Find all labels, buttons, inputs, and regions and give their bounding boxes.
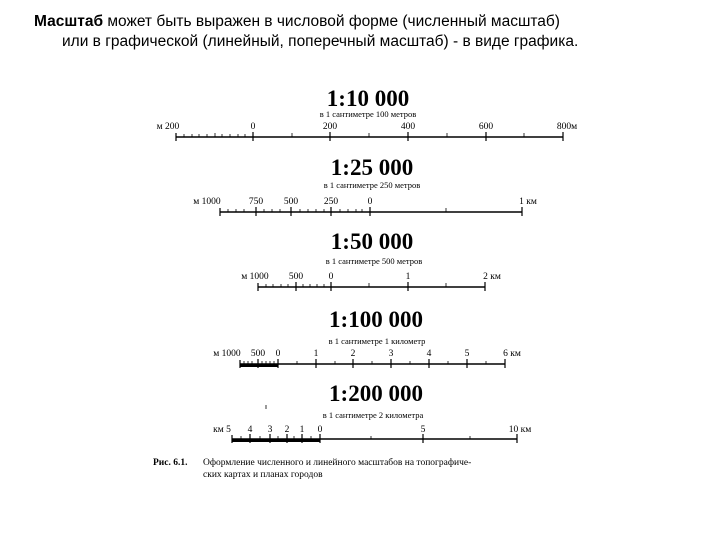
scale-5-label-7: 10 км xyxy=(508,425,532,435)
scale-5-label-1: 4 xyxy=(247,425,253,435)
scale-4-label-2: 0 xyxy=(275,349,281,359)
scale-unit-1: в 1 сантиметре 100 метров xyxy=(319,109,417,119)
scale-ratio-4: 1:100 000 xyxy=(329,307,423,332)
scale-1-label-5: 800м xyxy=(556,122,578,132)
scale-unit-2: в 1 сантиметре 250 метров xyxy=(323,180,421,190)
caption-line1: Оформление численного и линейного масштабов на топографиче- xyxy=(203,458,472,468)
scale-ratio-1: 1:10 000 xyxy=(326,86,410,111)
scale-2-label-4: 0 xyxy=(367,197,373,207)
scale-4-label-4: 2 xyxy=(350,349,356,359)
scale-3-label-2: 0 xyxy=(328,272,334,282)
scale-4-label-0: м 1000 xyxy=(213,349,241,359)
scale-5-label-4: 1 xyxy=(299,425,305,435)
scale-1-200000 xyxy=(213,381,531,443)
scale-1-100000 xyxy=(213,307,521,368)
scale-5-label-0: км 5 xyxy=(213,425,231,435)
scale-2-bar xyxy=(220,207,522,216)
heading-line2: или в графической (линейный, поперечный масштаб) - в виде графика. xyxy=(62,33,579,50)
scale-ratio-3: 1:50 000 xyxy=(330,229,414,254)
scale-unit-5: в 1 сантиметре 2 километра xyxy=(322,410,424,420)
scale-1-50000 xyxy=(241,229,501,291)
scale-2-label-0: м 1000 xyxy=(193,197,221,207)
scale-3-label-4: 2 км xyxy=(483,272,501,282)
scale-1-label-3: 400 xyxy=(400,122,416,132)
heading-bold-word: Масштаб xyxy=(34,13,104,30)
scale-4-label-6: 4 xyxy=(426,349,432,359)
scale-ratio-5: 1:200 000 xyxy=(329,381,423,406)
scale-5-label-3: 2 xyxy=(284,425,290,435)
scale-3-label-3: 1 xyxy=(405,272,411,282)
scale-4-label-5: 3 xyxy=(388,349,394,359)
scale-4-label-3: 1 xyxy=(313,349,319,359)
scale-4-label-1: 500 xyxy=(250,349,266,359)
scale-unit-4: в 1 сантиметре 1 километр xyxy=(328,336,426,346)
scale-3-label-0: м 1000 xyxy=(241,272,269,282)
scale-1-label-2: 200 xyxy=(322,122,338,132)
caption-prefix: Рис. 6.1. xyxy=(153,458,188,468)
scale-3-bar xyxy=(258,282,485,291)
scale-unit-3: в 1 сантиметре 500 метров xyxy=(325,256,423,266)
caption-line2: ских картах и планах городов xyxy=(203,470,323,480)
scale-2-label-2: 500 xyxy=(283,197,299,207)
scale-2-label-5: 1 км xyxy=(519,197,537,207)
scale-1-label-1: 0 xyxy=(250,122,256,132)
scale-1-label-0: м 200 xyxy=(156,122,180,132)
scale-4-label-7: 5 xyxy=(464,349,470,359)
scale-ratio-2: 1:25 000 xyxy=(330,155,414,180)
scale-2-label-3: 250 xyxy=(323,197,339,207)
figure-caption xyxy=(153,457,471,480)
scale-4-bar xyxy=(240,359,505,368)
scale-1-bar xyxy=(176,132,563,141)
scale-2-label-1: 750 xyxy=(248,197,264,207)
heading-line1: может быть выражен в числовой форме (численный масштаб) xyxy=(103,13,560,30)
scale-4-label-8: 6 км xyxy=(503,349,521,359)
scale-1-label-4: 600 xyxy=(478,122,494,132)
scale-1-25000 xyxy=(193,155,537,216)
scale-5-label-5: 0 xyxy=(317,425,323,435)
scale-5-label-6: 5 xyxy=(420,425,426,435)
scale-5-label-2: 3 xyxy=(267,425,273,435)
scale-1-10000 xyxy=(157,86,577,141)
scale-3-label-1: 500 xyxy=(288,272,304,282)
